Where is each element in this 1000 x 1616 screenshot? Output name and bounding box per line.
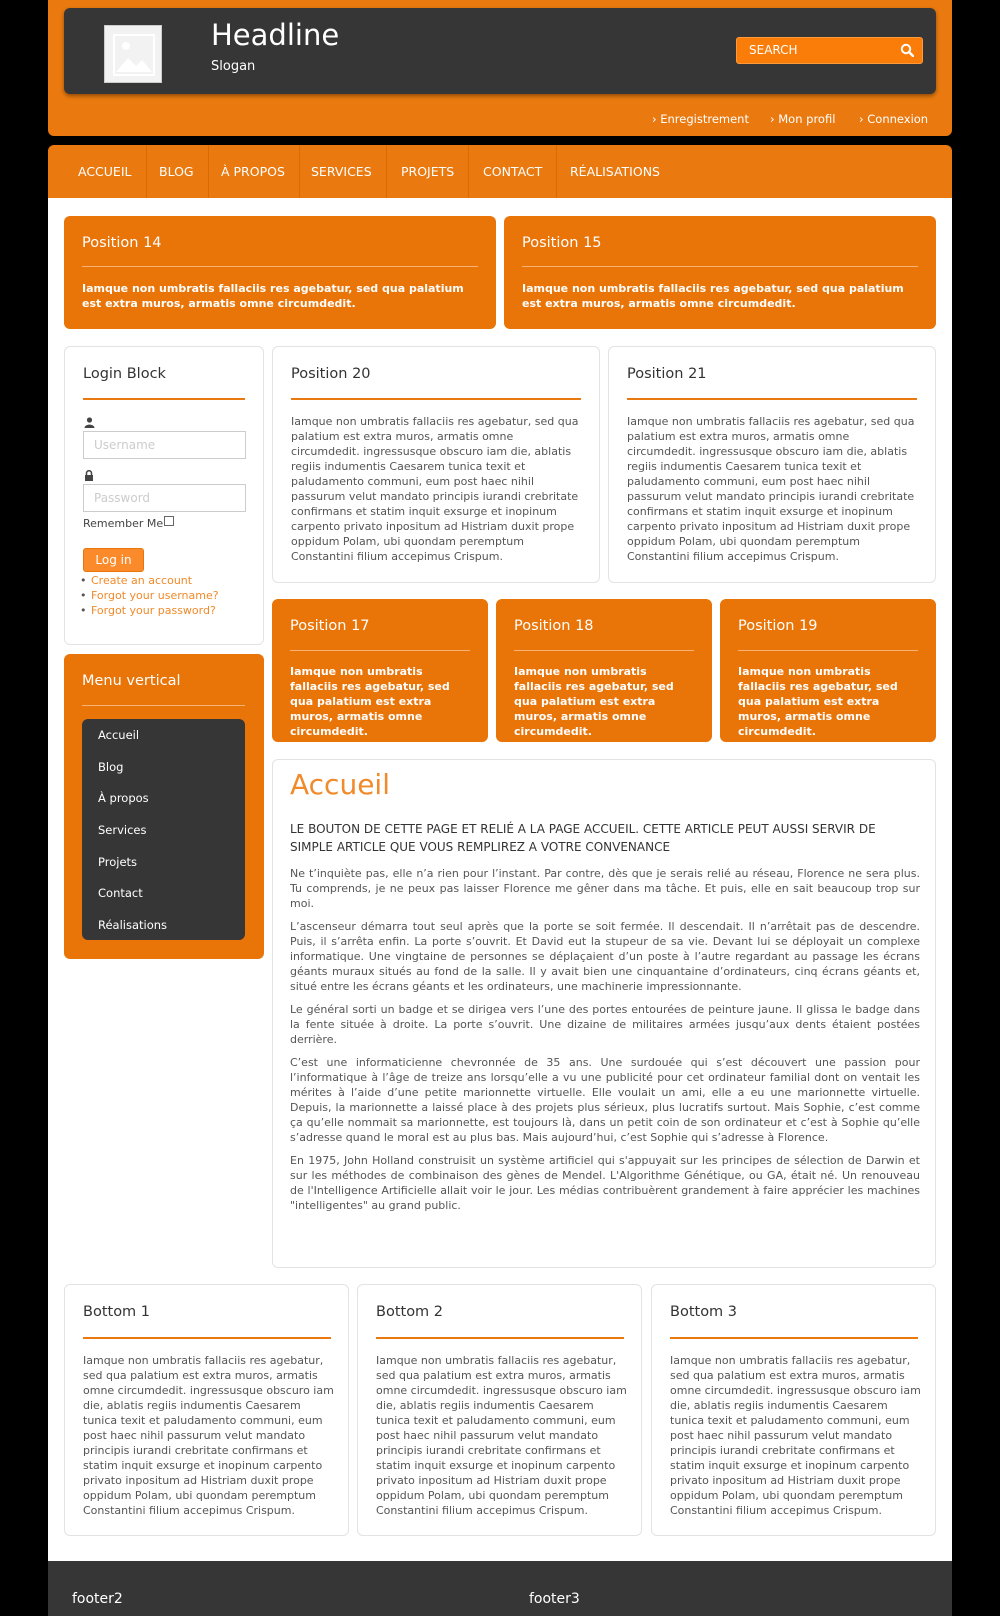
module-title: Bottom 3 xyxy=(670,1304,738,1320)
module-text: Iamque non umbratis fallaciis res agebatur, sed qua palatium est extra muros, armatis omne circumdedit. xyxy=(514,665,674,738)
module-title: Position 20 xyxy=(291,366,371,382)
module-text: Iamque non umbratis fallaciis res agebatur, sed qua palatium est extra muros, armatis omne circumdedit. xyxy=(290,665,450,738)
module-title: Bottom 1 xyxy=(83,1304,151,1320)
module-text: Iamque non umbratis fallaciis res agebatur, sed qua palatium est extra muros, armatis omne circumdedit. ingressusque obscuro iam die, ablatis regiis indumentis Caesarem tunica texit et paludamento communi, eum post haec nihil passurum velut mandato principis iurandi crebritate confirmans et statim inquit exsurge et inopinum carpento privato inpositum ad Histriam duxit prope oppidum Polam, ubi quondam peremptum Constantini filium accepimus Crispum. xyxy=(627,415,915,563)
search-box xyxy=(736,37,923,64)
title-divider xyxy=(82,266,478,267)
module-text: Iamque non umbratis fallaciis res agebatur, sed qua palatium est extra muros, armatis omne circumdedit. xyxy=(738,665,898,738)
nav-item-apropos[interactable]: À PROPOS xyxy=(207,145,300,198)
nav-item-realisations[interactable]: RÉALISATIONS xyxy=(570,164,660,179)
module-bottom-3 xyxy=(651,1284,936,1536)
register-link[interactable]: › Enregistrement xyxy=(652,112,749,126)
title-divider xyxy=(514,650,694,651)
vmenu-item-blog[interactable]: Blog xyxy=(98,760,124,774)
module-position-21 xyxy=(608,346,936,583)
username-field[interactable] xyxy=(83,431,246,459)
title-divider xyxy=(738,650,918,651)
article-accueil xyxy=(272,759,936,1268)
module-bottom-1 xyxy=(64,1284,349,1536)
vmenu-item-services[interactable]: Services xyxy=(98,823,147,837)
vmenu-item-apropos[interactable]: À propos xyxy=(98,791,149,805)
image-placeholder-icon xyxy=(113,34,155,76)
search-icon[interactable] xyxy=(900,43,914,57)
lock-icon xyxy=(84,470,94,481)
logo-image[interactable] xyxy=(104,25,162,83)
nav-item-services[interactable]: SERVICES xyxy=(297,145,387,198)
forgot-username-link[interactable]: • Forgot your username? xyxy=(91,589,219,602)
article-paragraph: Ne t’inquiète pas, elle n’a rien pour l’instant. Par contre, dès que je serais relié au réseau, Florence ne sera plus. Tu comprends, je ne peux pas laisser Florence me gêner dans ma tâche. Et puis, elle en sait beaucoup trop sur moi. xyxy=(290,867,920,910)
nav-item-contact[interactable]: CONTACT xyxy=(469,145,557,198)
module-title: Position 19 xyxy=(738,618,818,634)
login-block xyxy=(64,346,264,645)
vmenu-item-realisations[interactable]: Réalisations xyxy=(98,918,168,932)
module-text: Iamque non umbratis fallaciis res agebatur, sed qua palatium est extra muros, armatis omne circumdedit. ingressusque obscuro iam die, ablatis regiis indumentis Caesarem tunica texit et paludamento communi, eum post haec nihil passurum velut mandato principis iurandi crebritate confirmans et statim inquit exsurge et inopinum carpento privato inpositum ad Histriam duxit prope oppidum Polam, ubi quondam peremptum Constantini filium accepimus Crispum. xyxy=(291,415,579,563)
module-position-20 xyxy=(272,346,600,583)
article-paragraph: C’est une informaticienne chevronnée de 35 ans. Une surdouée qui s’est découvert une passion pour l’informatique à l’âge de treize ans lorsqu’elle a vu une publicité pour cet ordinateur familial dont on ventait les mérites à l’aide d’une petite marionnette virtuelle. Elle voulait un ami, elle a eu une marionnette virtuelle. Depuis, la marionnette a laissé place à des projets plus sérieux, plus lucratifs surtout. Mais Sophie, c’est comme ça qu’elle nommait sa marionnette, est toujours là, dans un petit coin de son ordinateur et c’est à Sophie qu’elle s’adresse quand le moral est au plus bas. Mais aujourd’hui, c’est Sophie qui s’adresse à Florence. xyxy=(290,1056,920,1144)
search-input[interactable] xyxy=(749,43,899,57)
footer-title-2: footer2 xyxy=(72,1591,123,1607)
remember-me-label: Remember Me xyxy=(83,517,164,530)
module-title: Position 17 xyxy=(290,618,370,634)
user-icon xyxy=(84,417,95,428)
module-position-19 xyxy=(720,599,936,742)
password-field[interactable] xyxy=(83,484,246,512)
title-divider xyxy=(627,398,917,400)
title-divider xyxy=(291,398,581,400)
module-text: Iamque non umbratis fallaciis res agebatur, sed qua palatium est extra muros, armatis omne circumdedit. ingressusque obscuro iam die, ablatis regiis indumentis Caesarem tunica texit et paludamento communi, eum post haec nihil passurum velut mandato principis iurandi crebritate confirmans et statim inquit exsurge et inopinum carpento privato inpositum ad Histriam duxit prope oppidum Polam, ubi quondam peremptum Constantini filium accepimus Crispum. xyxy=(83,1354,334,1517)
title-divider xyxy=(83,1337,331,1339)
vertical-menu-block xyxy=(64,654,264,959)
article-paragraph: L’ascenseur démarra tout seul après que la porte se soit fermée. Il descendait. Il n’arrêtait pas de descendre. Puis, il s’arrêta enfin. La porte s’ouvrit. Et David eut la stupeur de sa vie. Devant lui se déployait un complexe informatique. Une vingtaine de personnes se déplaçaient d’un poste à l’autre regardant au passage les écrans géants muraux situés au fond de la salle. Il y avait bien une cinquantaine d’ordinateurs, cinq écrans géants et, situé entre les écrans géants et les ordinateurs, une machinerie impressionnante. xyxy=(290,920,920,993)
title-divider xyxy=(376,1337,624,1339)
footer xyxy=(48,1561,952,1616)
nav-item-projets[interactable]: PROJETS xyxy=(387,145,469,198)
site-slogan: Slogan xyxy=(211,59,256,74)
nav-item-accueil[interactable]: ACCUEIL xyxy=(64,145,147,198)
login-button[interactable]: Log in xyxy=(83,548,144,572)
article-title: Accueil xyxy=(290,768,390,801)
site-headline: Headline xyxy=(211,18,340,52)
module-title: Position 18 xyxy=(514,618,594,634)
title-divider xyxy=(522,266,918,267)
article-paragraph: Le général sorti un badge et se dirigea vers l’une des portes entourées de peinture jaune. Il glissa le badge dans la fente située à droite. La porte s’ouvrit. Une dizaine de militaires armées jusqu’aux dents étaient postées derrière. xyxy=(290,1003,920,1046)
title-divider xyxy=(290,650,470,651)
module-title: Menu vertical xyxy=(82,673,181,689)
vertical-menu-list xyxy=(82,719,245,940)
login-link[interactable]: › Connexion xyxy=(859,112,929,126)
module-title: Position 15 xyxy=(522,235,602,251)
article-intro: LE BOUTON DE CETTE PAGE ET RELIÉ A LA PAGE ACCUEIL. CETTE ARTICLE PEUT AUSSI SERVIR DE SIMPLE ARTICLE QUE VOUS REMPLIREZ A VOTRE CONVENANCE xyxy=(290,822,876,854)
profile-link[interactable]: › Mon profil xyxy=(770,112,836,126)
create-account-link[interactable]: • Create an account xyxy=(91,574,192,587)
module-title: Position 21 xyxy=(627,366,707,382)
title-divider xyxy=(83,398,245,400)
module-position-18 xyxy=(496,599,712,742)
main-nav xyxy=(48,145,952,198)
vmenu-item-contact[interactable]: Contact xyxy=(98,886,143,900)
article-paragraph: En 1975, John Holland construisit un système artificiel qui s'appuyait sur les principes de sélection de Darwin et sur les méthodes de combinaison des gènes de Mendel. L'Algorithme Génétique, ou GA, était né. Un renouveau de l'Intelligence Artificielle allait voir le jour. Les médias contribuèrent grandement à faire apprécier les machines "intelligentes" au grand public. xyxy=(290,1154,920,1212)
module-position-15 xyxy=(504,216,936,329)
module-position-17 xyxy=(272,599,488,742)
vmenu-item-accueil[interactable]: Accueil xyxy=(98,728,140,742)
module-title: Position 14 xyxy=(82,235,162,251)
title-divider xyxy=(670,1337,918,1339)
module-text: Iamque non umbratis fallaciis res agebatur, sed qua palatium est extra muros, armatis omne circumdedit. ingressusque obscuro iam die, ablatis regiis indumentis Caesarem tunica texit et paludamento communi, eum post haec nihil passurum velut mandato principis iurandi crebritate confirmans et statim inquit exsurge et inopinum carpento privato inpositum ad Histriam duxit prope oppidum Polam, ubi quondam peremptum Constantini filium accepimus Crispum. xyxy=(376,1354,627,1517)
title-divider xyxy=(82,705,245,706)
module-position-14 xyxy=(64,216,496,329)
footer-title-3: footer3 xyxy=(529,1591,580,1607)
remember-me-checkbox[interactable] xyxy=(164,516,174,526)
module-title: Login Block xyxy=(83,366,166,382)
module-title: Bottom 2 xyxy=(376,1304,444,1320)
nav-item-blog[interactable]: BLOG xyxy=(145,145,209,198)
forgot-password-link[interactable]: • Forgot your password? xyxy=(91,604,216,617)
module-text: Iamque non umbratis fallaciis res agebatur, sed qua palatium est extra muros, armatis omne circumdedit. xyxy=(82,282,464,310)
module-text: Iamque non umbratis fallaciis res agebatur, sed qua palatium est extra muros, armatis omne circumdedit. xyxy=(522,282,904,310)
module-bottom-2 xyxy=(357,1284,642,1536)
vmenu-item-projets[interactable]: Projets xyxy=(98,855,138,869)
module-text: Iamque non umbratis fallaciis res agebatur, sed qua palatium est extra muros, armatis omne circumdedit. ingressusque obscuro iam die, ablatis regiis indumentis Caesarem tunica texit et paludamento communi, eum post haec nihil passurum velut mandato principis iurandi crebritate confirmans et statim inquit exsurge et inopinum carpento privato inpositum ad Histriam duxit prope oppidum Polam, ubi quondam peremptum Constantini filium accepimus Crispum. xyxy=(670,1354,921,1517)
